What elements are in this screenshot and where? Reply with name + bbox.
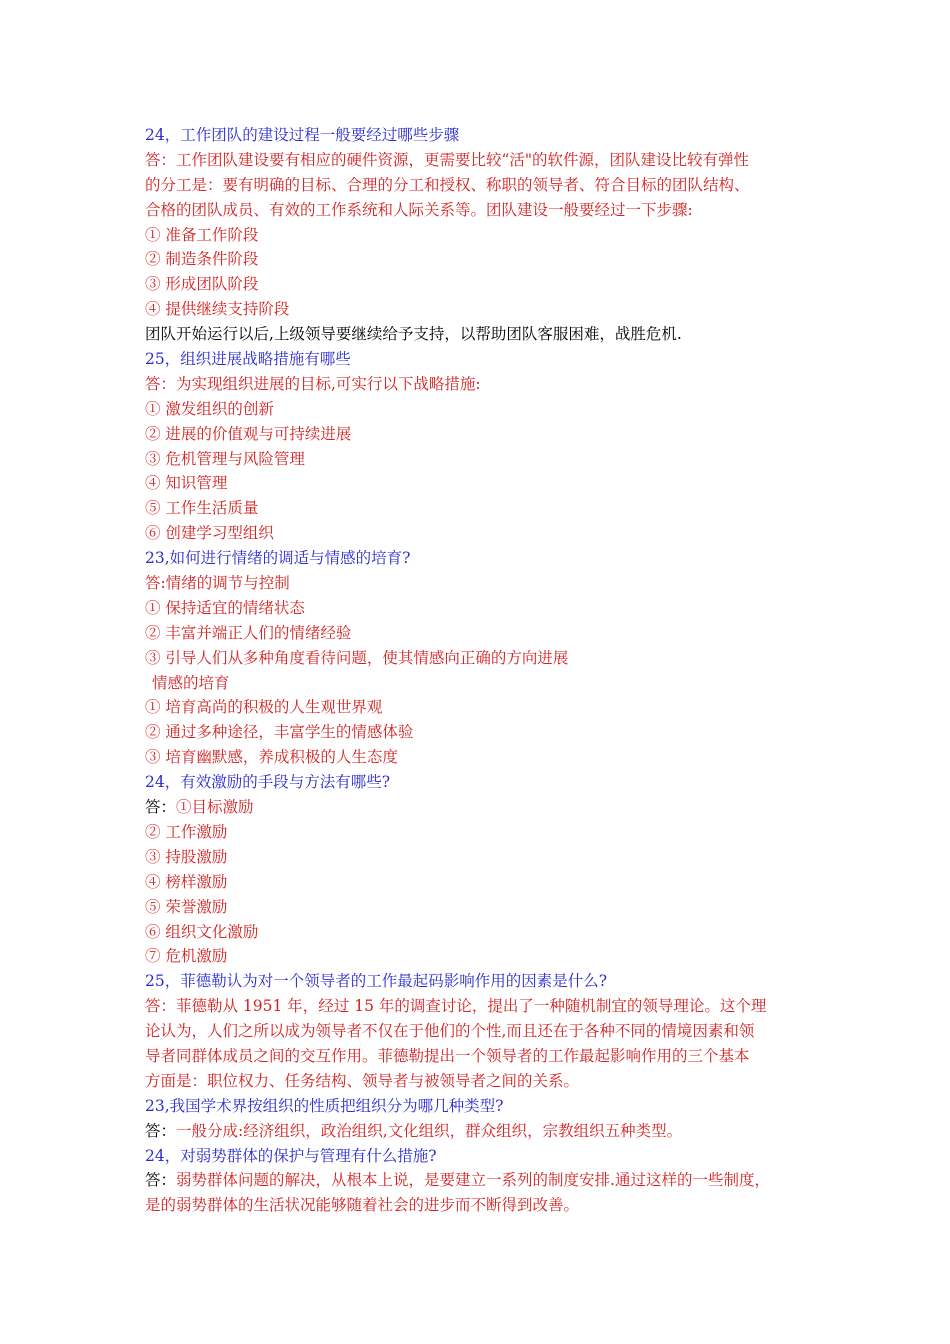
question-line: 25，菲德勒认为对一个领导者的工作最起码影响作用的因素是什么?	[145, 972, 608, 991]
question-line: 25，组织进展战略措施有哪些	[145, 350, 351, 369]
answer-line	[145, 795, 825, 820]
answer-text: ①目标激励	[176, 798, 254, 817]
answer-line: ② 通过多种途径，丰富学生的情感体验	[145, 723, 414, 742]
answer-line: ⑤ 荣誉激励	[145, 897, 228, 916]
answer-line: ⑥ 组织文化激励	[145, 922, 259, 941]
answer-line: 是的弱势群体的生活状况能够随着社会的进步而不断得到改善。	[145, 1196, 580, 1215]
question-line: 23,我国学术界按组织的性质把组织分为哪几种类型?	[145, 1096, 504, 1115]
answer-line: 的分工是：要有明确的目标、合理的分工和授权、称职的领导者、符合目标的团队结构、	[145, 175, 750, 194]
answer-text: 一般分成:经济组织，政治组织,文化组织，群众组织，宗教组织五种类型。	[176, 1121, 683, 1140]
answer-prefix: 答：	[145, 1121, 177, 1140]
answer-prefix: 答：	[145, 798, 177, 817]
answer-line: ② 工作激励	[145, 822, 228, 841]
answer-line: ③ 持股激励	[145, 847, 228, 866]
answer-line: ③ 形成团队阶段	[145, 275, 259, 294]
answer-line: ④ 提供继续支持阶段	[145, 300, 290, 319]
question-line: 24，工作团队的建设过程一般要经过哪些步骤	[145, 126, 460, 144]
answer-line: ③ 培育幽默感，养成积极的人生态度	[145, 748, 398, 767]
answer-line: ① 保持适宜的情绪状态	[145, 598, 305, 617]
answer-line: 论认为，人们之所以成为领导者不仅在于他们的个性,而且还在于各种不同的情境因素和领	[145, 1022, 755, 1041]
answer-line: ③ 引导人们从多种角度看待问题，使其情感向正确的方向进展	[145, 648, 569, 667]
question-line: 24，对弱势群体的保护与管理有什么措施?	[145, 1146, 437, 1165]
plain-text-line: 团队开始运行以后,上级领导要继续给予支持，以帮助团队客服困难，战胜危机.	[145, 325, 682, 344]
answer-line: 答:情绪的调节与控制	[145, 574, 290, 593]
answer-line: ④ 榜样激励	[145, 872, 228, 891]
answer-line: 情感的培育	[152, 673, 230, 692]
answer-line: ⑥ 创建学习型组织	[145, 524, 274, 543]
answer-line: ① 准备工作阶段	[145, 225, 259, 244]
answer-line	[145, 1119, 825, 1144]
answer-line: 合格的团队成员、有效的工作系统和人际关系等。团队建设一般要经过一下步骤:	[145, 200, 693, 219]
answer-line: ① 激发组织的创新	[145, 399, 274, 418]
answer-text: 弱势群体问题的解决，从根本上说，是要建立一系列的制度安排.通过这样的一些制度，	[176, 1171, 770, 1190]
question-line: 23,如何进行情绪的调适与情感的培育?	[145, 549, 411, 568]
answer-line: 方面是：职位权力、任务结构、领导者与被领导者之间的关系。	[145, 1071, 580, 1090]
answer-line: ③ 危机管理与风险管理	[145, 449, 305, 468]
answer-line: 答：菲德勒从 1951 年，经过 15 年的调查讨论，提出了一种随机制宜的领导理论。这个理	[145, 997, 767, 1016]
answer-line: ⑤ 工作生活质量	[145, 499, 259, 518]
answer-line: 答：工作团队建设要有相应的硬件资源，更需要比较“活"的软件源，团队建设比较有弹性	[145, 150, 750, 169]
answer-line: ② 丰富并端正人们的情绪经验	[145, 623, 352, 642]
document-body	[145, 123, 825, 1218]
answer-line: ④ 知识管理	[145, 474, 228, 493]
answer-prefix: 答：	[145, 1171, 177, 1190]
answer-line: ② 制造条件阶段	[145, 250, 259, 269]
answer-line: ① 培育高尚的积极的人生观世界观	[145, 698, 383, 717]
answer-line: ② 进展的价值观与可持续进展	[145, 424, 352, 443]
answer-line: 导者同群体成员之间的交互作用。菲德勒提出一个领导者的工作最起影响作用的三个基本	[145, 1046, 750, 1065]
answer-line	[145, 1168, 825, 1193]
question-line: 24，有效激励的手段与方法有哪些?	[145, 773, 391, 792]
answer-line: ⑦ 危机激励	[145, 947, 228, 966]
answer-line: 答：为实现组织进展的目标,可实行以下战略措施:	[145, 374, 481, 393]
